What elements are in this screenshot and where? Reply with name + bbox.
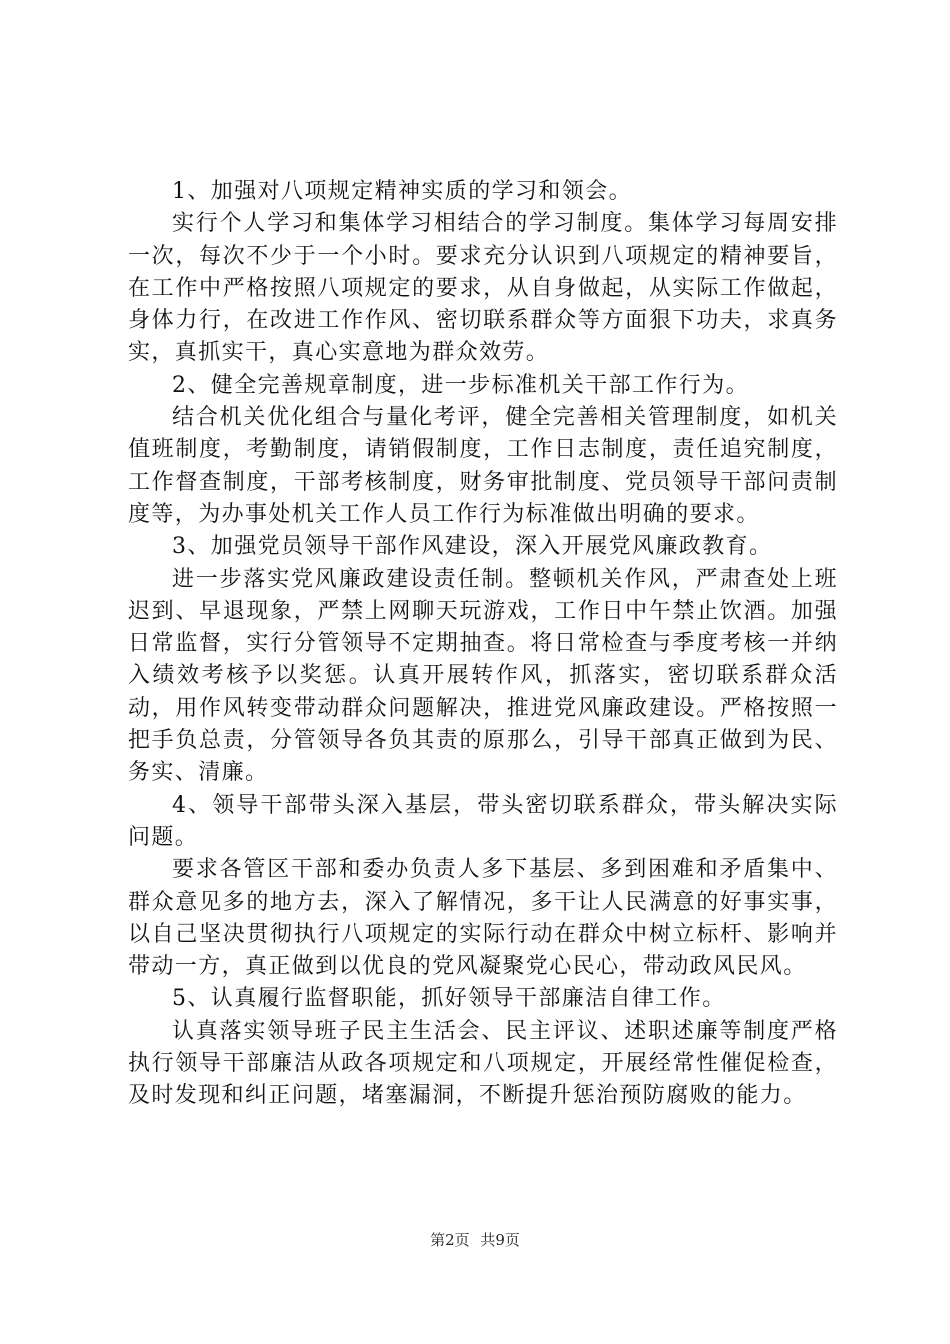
paragraph-3: 进一步落实党风廉政建设责任制。整顿机关作风，严肃查处上班迟到、早退现象，严禁上网聊天玩游戏，工作日中午禁止饮酒。加强日常监督，实行分管领导不定期抽查。将日常检查与季度考核一并纳入绩效考核予以奖惩。认真开展转作风，抓落实，密切联系群众活动，用作风转变带动群众问题解决，推进党风廉政建设。严格按照一把手负总责，分管领导各负其责的原那么，引导干部真正做到为民、务实、清廉。 (128, 566, 838, 786)
page-number: 第2页 (430, 1231, 470, 1249)
heading-item-2: 2、健全完善规章制度，进一步标准机关干部工作行为。 (172, 372, 749, 398)
paragraph-2: 结合机关优化组合与量化考评，健全完善相关管理制度，如机关值班制度，考勤制度，请销假制度，工作日志制度，责任追究制度，工作督查制度，干部考核制度，财务审批制度、党员领导干部问责制度等，为办事处机关工作人员工作行为标准做出明确的要求。 (128, 405, 838, 527)
paragraph-4: 要求各管区干部和委办负责人多下基层、多到困难和矛盾集中、群众意见多的地方去，深入了解情况，多干让人民满意的好事实事，以自己坚决贯彻执行八项规定的实际行动在群众中树立标杆、影响并带动一方，真正做到以优良的党风凝聚党心民心，带动政风民风。 (128, 857, 838, 980)
page-footer (0, 1229, 950, 1250)
heading-item-3: 3、加强党员领导干部作风建设，深入开展党风廉政教育。 (172, 534, 773, 560)
paragraph-1: 实行个人学习和集体学习相结合的学习制度。集体学习每周安排一次，每次不少于一个小时。要求充分认识到八项规定的精神要旨，在工作中严格按照八项规定的要求，从自身做起，从实际工作做起，身体力行，在改进工作作风、密切联系群众等方面狠下功夫，求真务实，真抓实干，真心实意地为群众效劳。 (128, 211, 838, 366)
document-body (128, 176, 838, 1113)
paragraph-5: 认真落实领导班子民主生活会、民主评议、述职述廉等制度严格执行领导干部廉洁从政各项规定和八项规定，开展经常性催促检查，及时发现和纠正问题，堵塞漏洞，不断提升惩治预防腐败的能力。 (128, 1018, 838, 1109)
heading-item-1: 1、加强对八项规定精神实质的学习和领会。 (172, 179, 632, 204)
page-total: 共9页 (480, 1231, 520, 1249)
heading-item-5: 5、认真履行监督职能，抓好领导干部廉洁自律工作。 (172, 986, 726, 1012)
heading-item-4: 4、领导干部带头深入基层，带头密切联系群众，带头解决实际问题。 (128, 792, 838, 850)
